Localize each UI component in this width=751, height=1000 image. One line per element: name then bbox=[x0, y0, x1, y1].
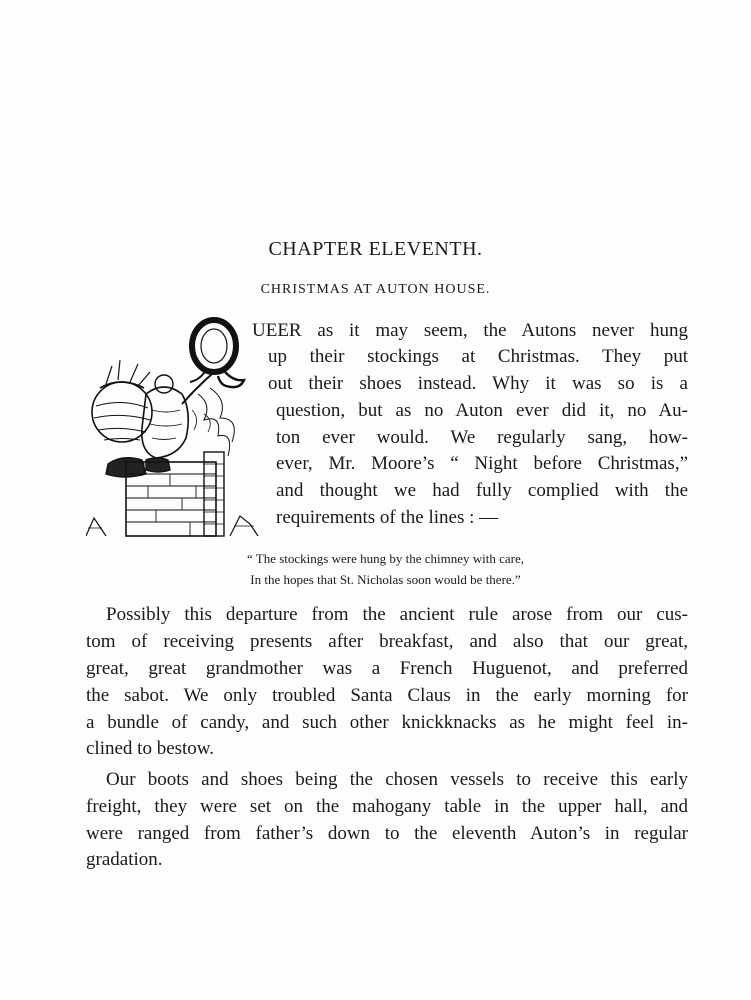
paragraph-line: freight, they were set on the mahogany table in the upper hall, and bbox=[86, 796, 688, 817]
opening-line: out their shoes instead. Why it was so is a bbox=[268, 373, 688, 394]
verse-quote bbox=[0, 548, 751, 590]
opening-line: and thought we had fully complied with the bbox=[276, 480, 688, 501]
opening-line: ever, Mr. Moore’s “ Night before Christmas,” bbox=[276, 453, 688, 474]
paragraph-line: gradation. bbox=[86, 849, 163, 870]
opening-line: ton ever would. We regularly sang, how- bbox=[276, 427, 688, 448]
opening-line: up their stockings at Christmas. They put bbox=[268, 346, 688, 367]
chapter-subtitle: CHRISTMAS AT AUTON HOUSE. bbox=[260, 282, 491, 297]
chapter-title: CHAPTER ELEVENTH. bbox=[268, 238, 483, 260]
opening-line: question, but as no Auton ever did it, no Au- bbox=[276, 400, 688, 421]
opening-line: requirements of the lines : — bbox=[276, 507, 499, 528]
verse-line: In the hopes that St. Nicholas soon would be there.” bbox=[250, 572, 521, 587]
paragraph-line: great, great grandmother was a French Huguenot, and preferred bbox=[86, 658, 688, 679]
opening-line: UEER as it may seem, the Autons never hung bbox=[252, 320, 688, 341]
paragraph-line: clined to bestow. bbox=[86, 738, 215, 759]
paragraph-line: Possibly this departure from the ancient rule arose from our cus- bbox=[106, 604, 688, 625]
verse-line: “ The stockings were hung by the chimney with care, bbox=[246, 551, 524, 566]
paragraph-line: tom of receiving presents after breakfast, and also that our great, bbox=[86, 631, 688, 652]
paragraph-line: a bundle of candy, and such other knickknacks as he might feel in- bbox=[86, 712, 688, 733]
drop-cap-q-santa-illustration bbox=[86, 314, 260, 540]
paragraph-line: the sabot. We only troubled Santa Claus in the early morning for bbox=[86, 685, 688, 706]
paragraph-line: Our boots and shoes being the chosen vessels to receive this early bbox=[106, 769, 688, 790]
paragraph-line: were ranged from father’s down to the eleventh Auton’s in regular bbox=[86, 823, 688, 844]
